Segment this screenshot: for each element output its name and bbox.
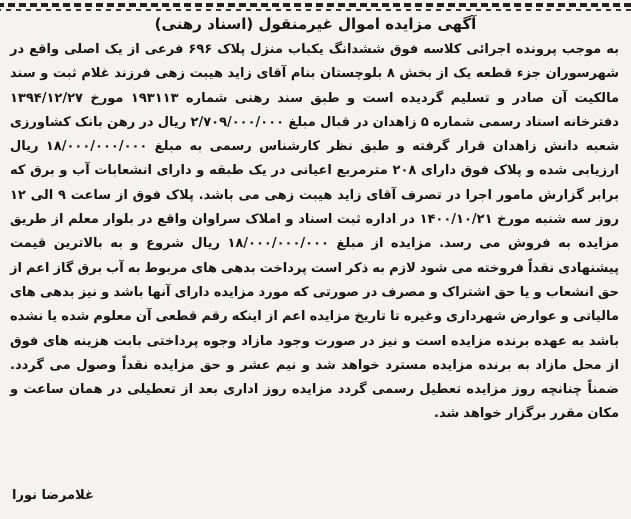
notice-signature: غلامرضا نورا [12,488,94,503]
top-dashed-rule [0,3,631,7]
notice-title: آگهی مزایده اموال غیرمنقول (اسناد رهنی) [154,15,477,33]
notice-body: به موجب پرونده اجرائی کلاسه فوق ششدانگ یکباب منزل پلاک ۶۹۶ فرعی از یک اصلی واقع در شهرسوران جزء قطعه یک از بخش ۸ بلوچستان بنام آقای زاید هیبت زهی فرزند غلام ثبت و سند مالکیت آن صادر و تسلیم گردیده است و طبق سند رهنی شماره ۱۹۳۱۱۳ مورخ ۱۳۹۴/۱۲/۲۷ دفترخانه اسناد رسمی شماره ۵ زاهدان در قبال مبلغ ۲/۷۰۹/۰۰۰/۰۰۰ ریال در رهن بانک کشاورزی شعبه دانش زاهدان قرار گرفته و طبق نظر کارشناس رسمی به مبلغ ۱۸/۰۰۰/۰۰۰/۰۰۰ ریال ارزیابی شده و پلاک فوق دارای ۲۰۸ مترمربع اعیانی در یک طبقه و دارای انشعابات آب و برق که برابر گزارش مامور اجرا در تصرف آقای زاید هیبت زهی می باشد. پلاک فوق از ساعت ۹ الی ۱۲ روز سه شنبه مورخ ۱۴۰۰/۱۰/۲۱ در اداره ثبت اسناد و املاک سراوان واقع در بلوار معلم از طریق مزایده به فروش می رسد. مزایده از مبلغ ۱۸/۰۰۰/۰۰۰/۰۰۰ ریال شروع و به بالاترین قیمت پیشنهادی نقداً فروخته می شود لازم به ذکر است پرداخت بدهی های مربوط به آب برق گاز اعم از حق انشعاب و یا حق اشتراک و مصرف در صورتی که مورد مزایده دارای آنها باشد و نیز بدهی های مالیاتی و عوارض شهرداری وغیره تا تاریخ مزایده اعم از اینکه رقم قطعی آن معلوم شده یا نشده باشد به عهده برنده مزایده است و نیز در صورت وجود مازاد وجوه پرداختی بابت هزینه های فوق از محل مازاد به برنده مزایده مسترد خواهد شد و نیم عشر و حق مزایده نقداً وصول می گردد. ضمناً چنانچه روز مزایده تعطیل رسمی گردد مزایده روز اداری بعد از تعطیلی در همان ساعت و مکان مقرر برگزار خواهد شد. [10,42,620,422]
top-dashed-rule-secondary [0,9,631,11]
